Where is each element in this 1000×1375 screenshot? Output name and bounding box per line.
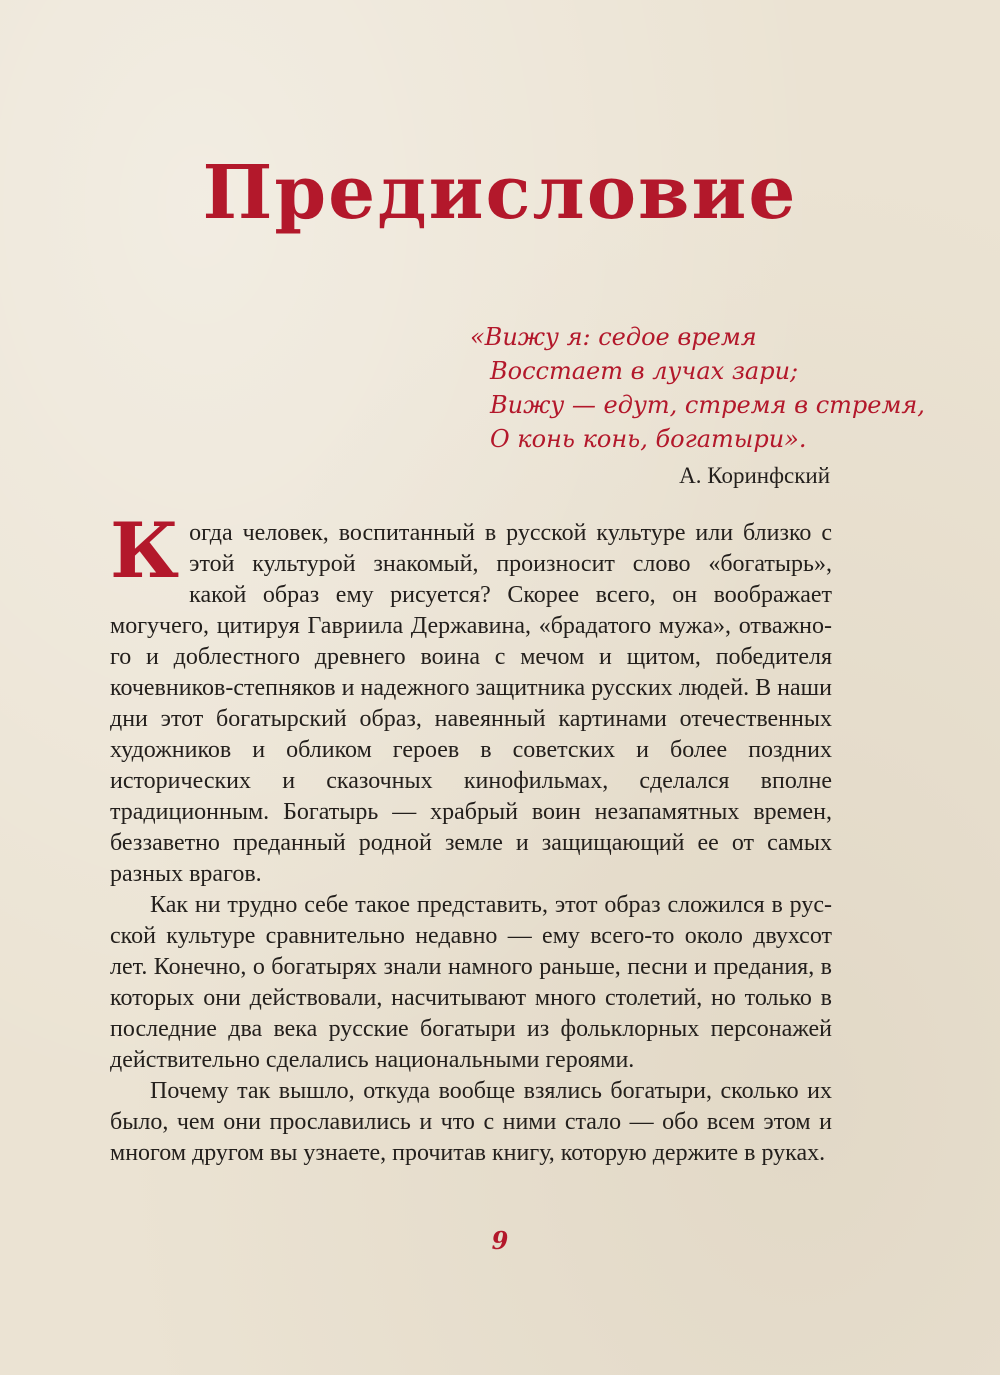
paragraph-1-text: огда человек, воспитанный в русской культуре или близко с этой культурой знакомый, произносит слово «богатырь», какой образ ему рисуется? Скорее всего, он воображает могучего, цитируя Гавриила Державина, «брадатого мужа», отважного и доблестного древнего воина с мечом и щитом, победителя кочевников-степняков и надежного защитника русских людей. В наши дни этот богатырский образ, навеянный картинами отечественных художников и обликом героев в советских и более поздних исторических и сказочных кинофильмах, сделался вполне традиционным. Богатырь — храбрый воин незапамятных времен, беззаветно преданный родной земле и защищающий ее от самых разных врагов. — [110, 520, 832, 887]
drop-cap: К — [110, 506, 180, 595]
epigraph — [470, 320, 925, 493]
epigraph-line: О конь конь, богатыри». — [490, 425, 807, 453]
epigraph-line: Вижу — едут, стремя в стремя, — [490, 391, 925, 419]
body-text — [110, 506, 832, 1169]
epigraph-author: А. Коринфский — [679, 463, 830, 488]
paragraph-3: Почему так вышло, откуда вообще взялись богатыри, сколько их было, чем они прославились и что с ними стало — обо всем этом и многом другом вы узнаете, прочитав книгу, которую держите в руках. — [110, 1078, 832, 1166]
paragraph-2: Как ни трудно себе такое представить, этот образ сложился в русской культуре сравнительно недавно — ему всего-то около двухсот лет. Конечно, о богатырях знали намного раньше, песни и предания, в которых они действовали, насчитывают много столетий, но только в последние два века русские богатыри из фольклорных персонажей действительно сделались национальными героями. — [110, 892, 832, 1073]
page-number: 9 — [491, 1226, 509, 1255]
paragraph-1 — [110, 506, 832, 890]
chapter-title: Предисловие — [202, 150, 798, 236]
epigraph-line: «Вижу я: седое время — [470, 323, 757, 351]
epigraph-line: Восстает в лучах зари; — [490, 357, 799, 385]
